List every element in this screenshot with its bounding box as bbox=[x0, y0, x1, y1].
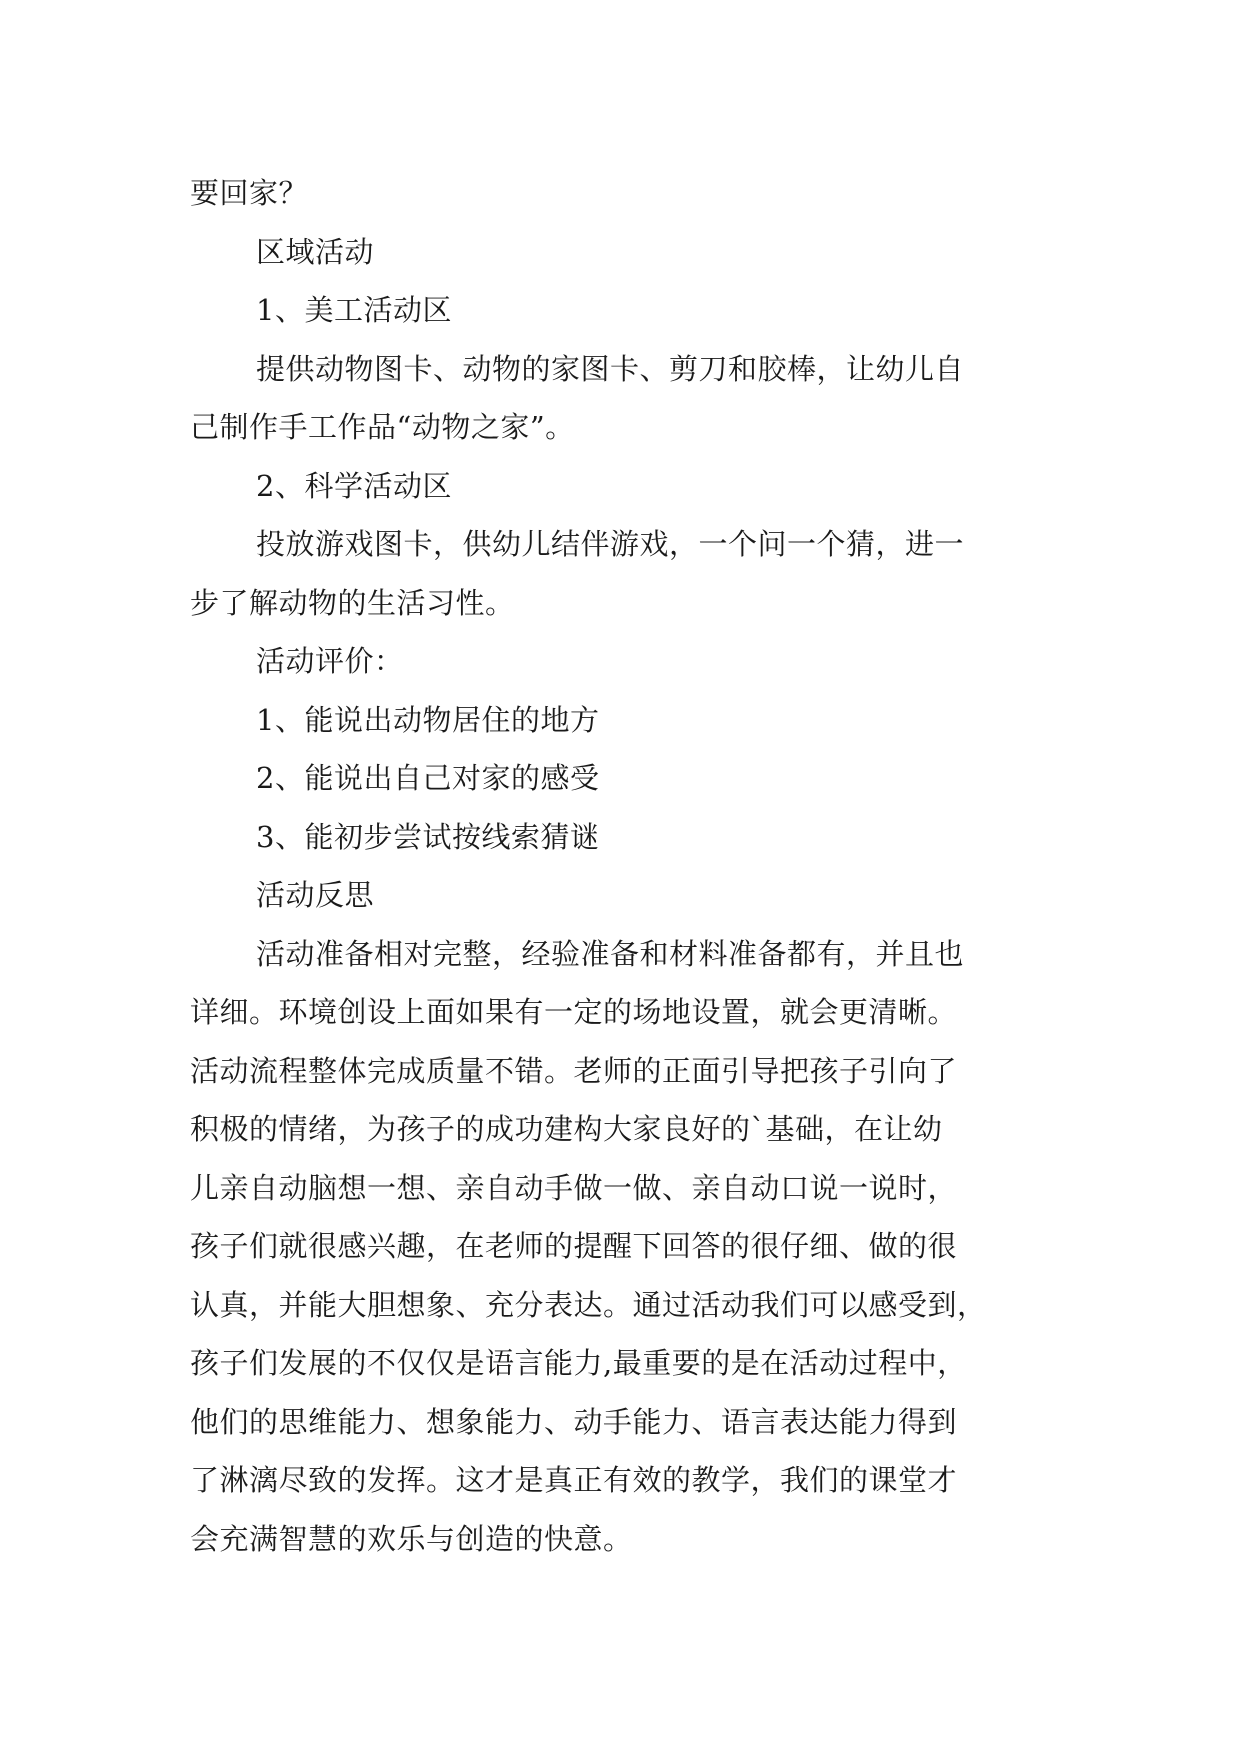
text-line: 投放游戏图卡，供幼儿结伴游戏，一个问一个猜，进一 bbox=[256, 527, 965, 561]
text-line: 了淋漓尽致的发挥。这才是真正有效的教学，我们的课堂才 bbox=[190, 1463, 958, 1497]
text-line: 他们的思维能力、想象能力、动手能力、语言表达能力得到 bbox=[190, 1404, 958, 1439]
text-line: 会充满智慧的欢乐与创造的快意。 bbox=[190, 1521, 633, 1556]
text-line: 活动准备相对完整，经验准备和材料准备都有，并且也 bbox=[256, 936, 965, 971]
list-item: 3、能初步尝试按线索猜谜 bbox=[256, 819, 600, 854]
section-heading: 活动评价： bbox=[256, 644, 404, 678]
text-line: 详细。环境创设上面如果有一定的场地设置，就会更清晰。 bbox=[190, 995, 958, 1029]
text-line: 步了解动物的生活习性。 bbox=[190, 585, 515, 620]
list-item: 2、能说出自己对家的感受 bbox=[256, 761, 600, 795]
text-line: 提供动物图卡、动物的家图卡、剪刀和胶棒，让幼儿自 bbox=[256, 351, 965, 386]
text-line: 积极的情绪，为孩子的成功建构大家良好的`基础，在让幼 bbox=[190, 1112, 943, 1146]
text-line: 认真，并能大胆想象、充分表达。通过活动我们可以感受到， bbox=[190, 1287, 987, 1322]
subsection-heading: 1、美工活动区 bbox=[256, 293, 452, 327]
section-heading: 区域活动 bbox=[256, 234, 375, 269]
text-line: 儿亲自动脑想一想、亲自动手做一做、亲自动口说一说时， bbox=[190, 1170, 958, 1205]
text-line: 己制作手工作品“动物之家”。 bbox=[190, 410, 575, 444]
subsection-heading: 2、科学活动区 bbox=[256, 468, 452, 503]
list-item: 1、能说出动物居住的地方 bbox=[256, 702, 600, 737]
document-body bbox=[190, 164, 1070, 1568]
text-line: 要回家？ bbox=[190, 176, 309, 210]
text-line: 孩子们发展的不仅仅是语言能力,最重要的是在活动过程中， bbox=[190, 1346, 967, 1380]
section-heading: 活动反思 bbox=[256, 878, 375, 912]
text-line: 活动流程整体完成质量不错。老师的正面引导把孩子引向了 bbox=[190, 1053, 958, 1088]
text-line: 孩子们就很感兴趣，在老师的提醒下回答的很仔细、做的很 bbox=[190, 1229, 958, 1263]
